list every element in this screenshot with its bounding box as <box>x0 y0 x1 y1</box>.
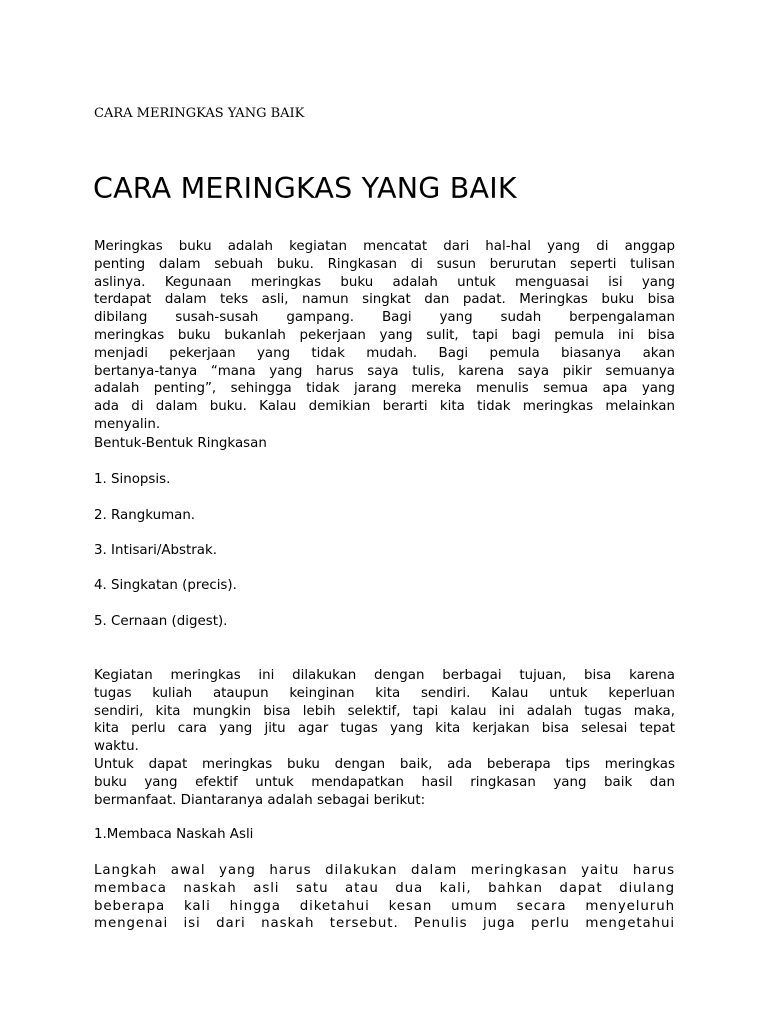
text-line: Meringkas buku adalah kegiatan mencatat dari hal-hal yang di anggap <box>94 239 675 254</box>
text-line: dibilang susah-susah gampang. Bagi yang sudah berpengalaman <box>94 310 675 326</box>
text-line: adalah penting”, sehingga tidak jarang mereka menulis semua apa yang <box>94 381 675 397</box>
text-line: buku yang efektif untuk mendapatkan hasil ringkasan yang baik dan <box>94 774 675 790</box>
text-line: mengenai isi dari naskah tersebut. Penulis juga perlu mengetahui <box>94 916 675 932</box>
text-line: Langkah awal yang harus dilakukan dalam meringkasan yaitu harus <box>94 863 675 878</box>
text-line: Kegiatan meringkas ini dilakukan dengan berbagai tujuan, bisa karena <box>94 668 675 683</box>
text-line: sendiri, kita mungkin bisa lebih selektif, tapi kalau ini adalah tugas maka, <box>94 703 675 719</box>
text-line: Untuk dapat meringkas buku dengan baik, ada beberapa tips meringkas <box>94 757 675 772</box>
text-line: menyalin. <box>94 416 161 432</box>
list-item: 4. Singkatan (precis). <box>94 578 237 593</box>
step1-heading: 1.Membaca Naskah Asli <box>94 827 254 842</box>
list-item: 2. Rangkuman. <box>94 508 196 523</box>
text-line: waktu. <box>94 739 139 755</box>
document-main-title: CARA MERINGKAS YANG BAIK <box>93 172 517 205</box>
list-item: 3. Intisari/Abstrak. <box>94 543 217 558</box>
forms-heading: Bentuk-Bentuk Ringkasan <box>94 436 267 451</box>
text-line: kita perlu cara yang jitu agar tugas yang kita kerjakan bisa selesai tepat <box>94 721 675 737</box>
text-line: aslinya. Kegunaan meringkas buku adalah untuk menguasai isi yang <box>94 274 675 290</box>
list-item: 1. Sinopsis. <box>94 472 171 487</box>
list-item: 5. Cernaan (digest). <box>94 614 228 629</box>
text-line: bermanfaat. Diantaranya adalah sebagai berikut: <box>94 792 426 808</box>
document-header-title: CARA MERINGKAS YANG BAIK <box>94 106 305 121</box>
text-line: meringkas buku bukanlah pekerjaan yang sulit, tapi bagi pemula ini bisa <box>94 327 675 343</box>
intro-paragraph <box>94 238 675 434</box>
text-line: bertanya-tanya “mana yang harus saya tulis, karena saya pikir semuanya <box>94 363 675 379</box>
text-line: penting dalam sebuah buku. Ringkasan di susun berurutan seperti tulisan <box>94 256 675 272</box>
text-line: beberapa kali hingga diketahui kesan umum secara menyeluruh <box>94 898 675 914</box>
text-line: terdapat dalam teks asli, namun singkat dan padat. Meringkas buku bisa <box>94 292 675 308</box>
text-line: tugas kuliah ataupun keinginan kita sendiri. Kalau untuk keperluan <box>94 685 675 701</box>
text-line: membaca naskah asli satu atau dua kali, bahkan dapat diulang <box>94 880 675 896</box>
step1-paragraph <box>94 862 675 933</box>
purpose-paragraph <box>94 667 675 756</box>
text-line: ada di dalam buku. Kalau demikian berarti kita tidak meringkas melainkan <box>94 399 675 415</box>
tips-paragraph <box>94 756 675 809</box>
text-line: menjadi pekerjaan yang tidak mudah. Bagi pemula biasanya akan <box>94 345 675 361</box>
